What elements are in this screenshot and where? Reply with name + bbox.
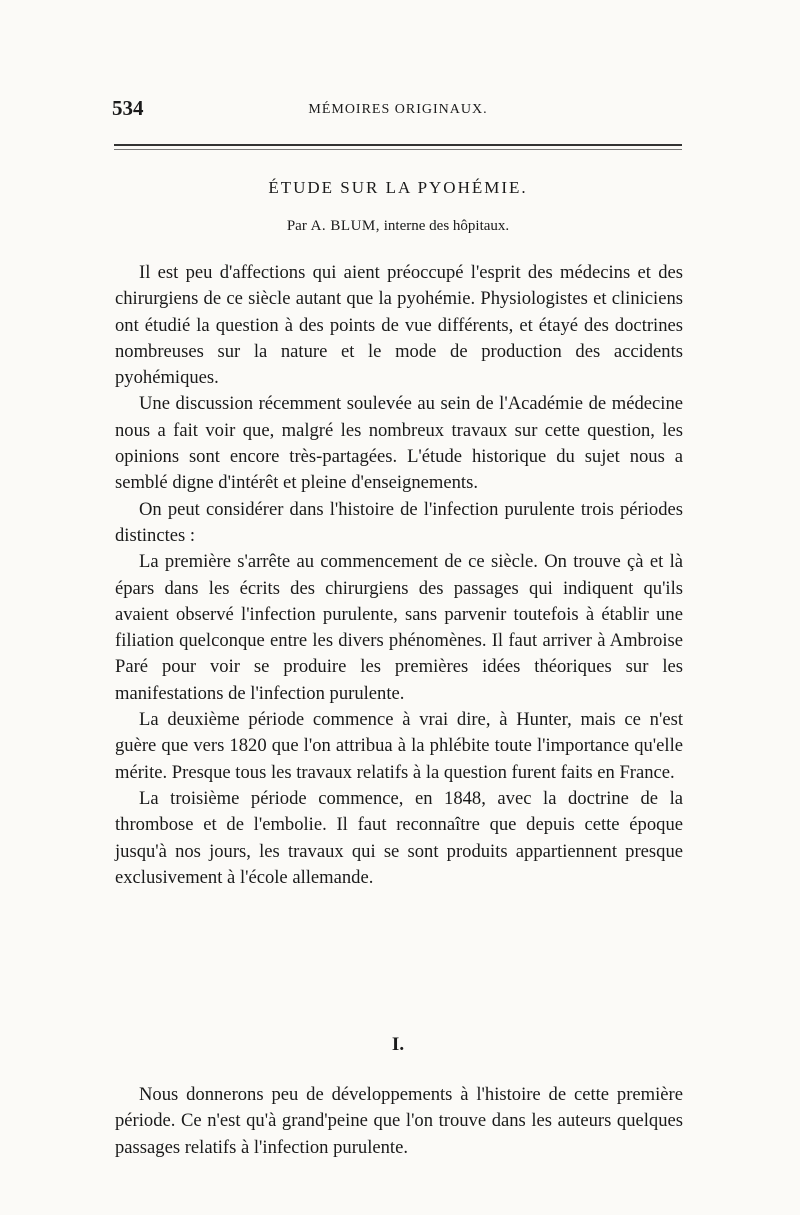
- page-number: 534: [112, 96, 144, 120]
- paragraph: La troisième période commence, en 1848, avec la doctrine de la thrombose et de l'embolie. Il faut reconnaître que depuis cette époque jusqu'à nos jours, les travaux qui se sont produits appartiennent presque exclusivement à l'école allemande.: [115, 787, 683, 888]
- section-number: I.: [391, 1034, 405, 1055]
- paragraph: On peut considérer dans l'histoire de l'infection purulente trois périodes distinctes :: [115, 498, 683, 546]
- article-title: ÉTUDE SUR LA PYOHÉMIE.: [268, 178, 528, 197]
- header-rule: [114, 144, 682, 150]
- paragraph: Une discussion récemment soulevée au sein de l'Académie de médecine nous a fait voir que, malgré les nombreux travaux sur cette question, les opinions sont encore très-partagées. L'étude historique du sujet nous a semblé digne d'intérêt et pleine d'enseignements.: [115, 393, 683, 494]
- author-role: interne des hôpitaux.: [383, 218, 510, 234]
- paragraph: La première s'arrête au commencement de ce siècle. On trouve çà et là épars dans les écrits des chirurgiens des passages qui indiquent qu'ils avaient observé l'infection purulente, sans parvenir toutefois à établir une filiation quelconque entre les divers phénomènes. Il faut arriver à Ambroise Paré pour voir se produire les premières idées théoriques sur les manifestations de l'infection purulente.: [115, 551, 683, 704]
- body-text: [115, 260, 683, 891]
- byline: [114, 218, 682, 235]
- author-name: A. BLUM,: [310, 218, 381, 234]
- section-body-text: [115, 1082, 683, 1161]
- running-title: MÉMOIRES ORIGINAUX.: [308, 102, 488, 117]
- paragraph: Nous donnerons peu de développements à l'histoire de cette première période. Ce n'est qu'à grand'peine que l'on trouve dans les auteurs quelques passages relatifs à l'infection purulente.: [115, 1084, 683, 1158]
- paragraph: Il est peu d'affections qui aient préoccupé l'esprit des médecins et des chirurgiens de ce siècle autant que la pyohémie. Physiologistes et cliniciens ont étudié la question à des points de vue différents, et étayé des doctrines nombreuses sur la nature et le mode de production des accidents pyohémiques.: [115, 262, 683, 389]
- byline-prefix: Par: [286, 218, 307, 234]
- paragraph: La deuxième période commence à vrai dire, à Hunter, mais ce n'est guère que vers 1820 que l'on attribua à la phlébite toute l'importance qu'elle mérite. Presque tous les travaux relatifs à la question furent faits en France.: [115, 709, 683, 783]
- page-header: [112, 96, 684, 126]
